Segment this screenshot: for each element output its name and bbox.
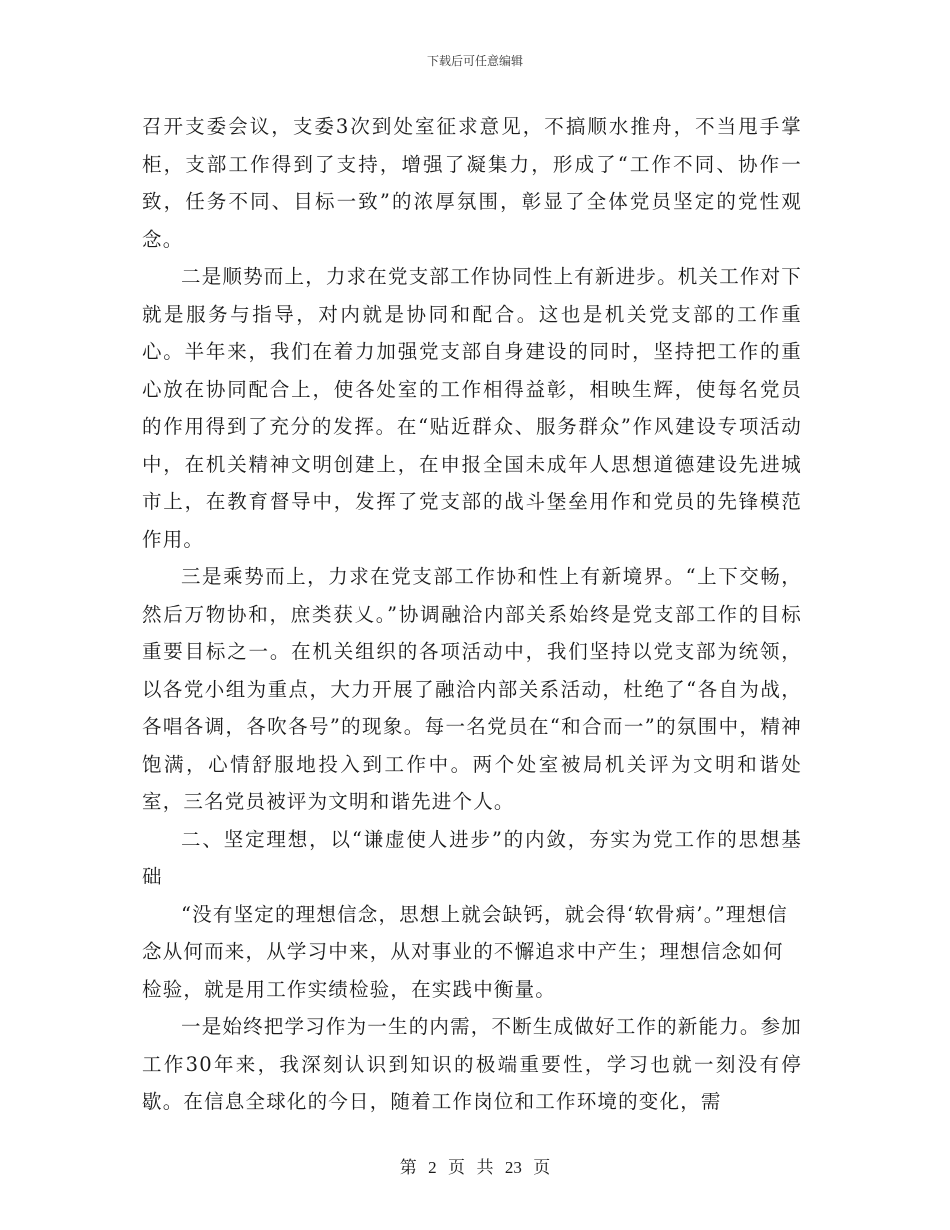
page-footer	[0, 1153, 950, 1178]
total-page-count: 23	[504, 1158, 522, 1177]
current-page-number: 2	[428, 1158, 437, 1177]
paragraph: 召开支委会议，支委3次到处室征求意见，不搞顺水推舟，不当甩手掌柜，支部工作得到了支持，增强了凝集力，形成了“工作不同、协作一致，任务不同、目标一致”的浓厚氛围，彰显了全体党员坚定的党性观念。	[142, 115, 802, 251]
section-heading: 二、坚定理想，以“谦虚使人进步”的内敛，夯实为党工作的思想基础	[142, 827, 802, 888]
paragraph: “没有坚定的理想信念，思想上就会缺钙，就会得‘软骨病’。”理想信念从何而来，从学习中来，从对事业的不懈追求中产生；理想信念如何检验，就是用工作实绩检验，在实践中衡量。	[142, 902, 788, 1001]
paragraph: 二是顺势而上，力求在党支部工作协同性上有新进步。机关工作对下就是服务与指导，对内就是协同和配合。这也是机关党支部的工作重心。半年来，我们在着力加强党支部自身建设的同时，坚持把工作的重心放在协同配合上，使各处室的工作相得益彰，相映生辉，使每名党员的作用得到了充分的发挥。在“贴近群众、服务群众”作风建设专项活动中，在机关精神文明创建上，在申报全国未成年人思想道德建设先进城市上，在教育督导中，发挥了党支部的战斗堡垒用作和党员的先锋模范作用。	[142, 265, 803, 551]
paragraph: 三是乘势而上，力求在党支部工作协和性上有新境界。“上下交畅，然后万物协和，庶类获乂。”协调融洽内部关系始终是党支部工作的目标重要目标之一。在机关组织的各项活动中，我们坚持以党支部为统领，以各党小组为重点，大力开展了融洽内部关系活动，杜绝了“各自为战，各唱各调，各吹各号”的现象。每一名党员在“和合而一”的氛围中，精神饱满，心情舒服地投入到工作中。两个处室被局机关评为文明和谐处室，三名党员被评为文明和谐先进个人。	[142, 565, 802, 813]
footer-suffix: 页	[533, 1158, 551, 1178]
page-header: 下载后可任意编辑	[426, 54, 523, 68]
document-body	[142, 108, 802, 1121]
footer-middle: 页 共	[448, 1158, 494, 1178]
footer-prefix: 第	[399, 1158, 417, 1178]
paragraph: 一是始终把学习作为一生的内需，不断生成做好工作的新能力。参加工作30年来，我深刻认识到知识的极端重要性，学习也就一刻没有停歇。在信息全球化的今日，随着工作岗位和工作环境的变化，需	[142, 1015, 803, 1113]
